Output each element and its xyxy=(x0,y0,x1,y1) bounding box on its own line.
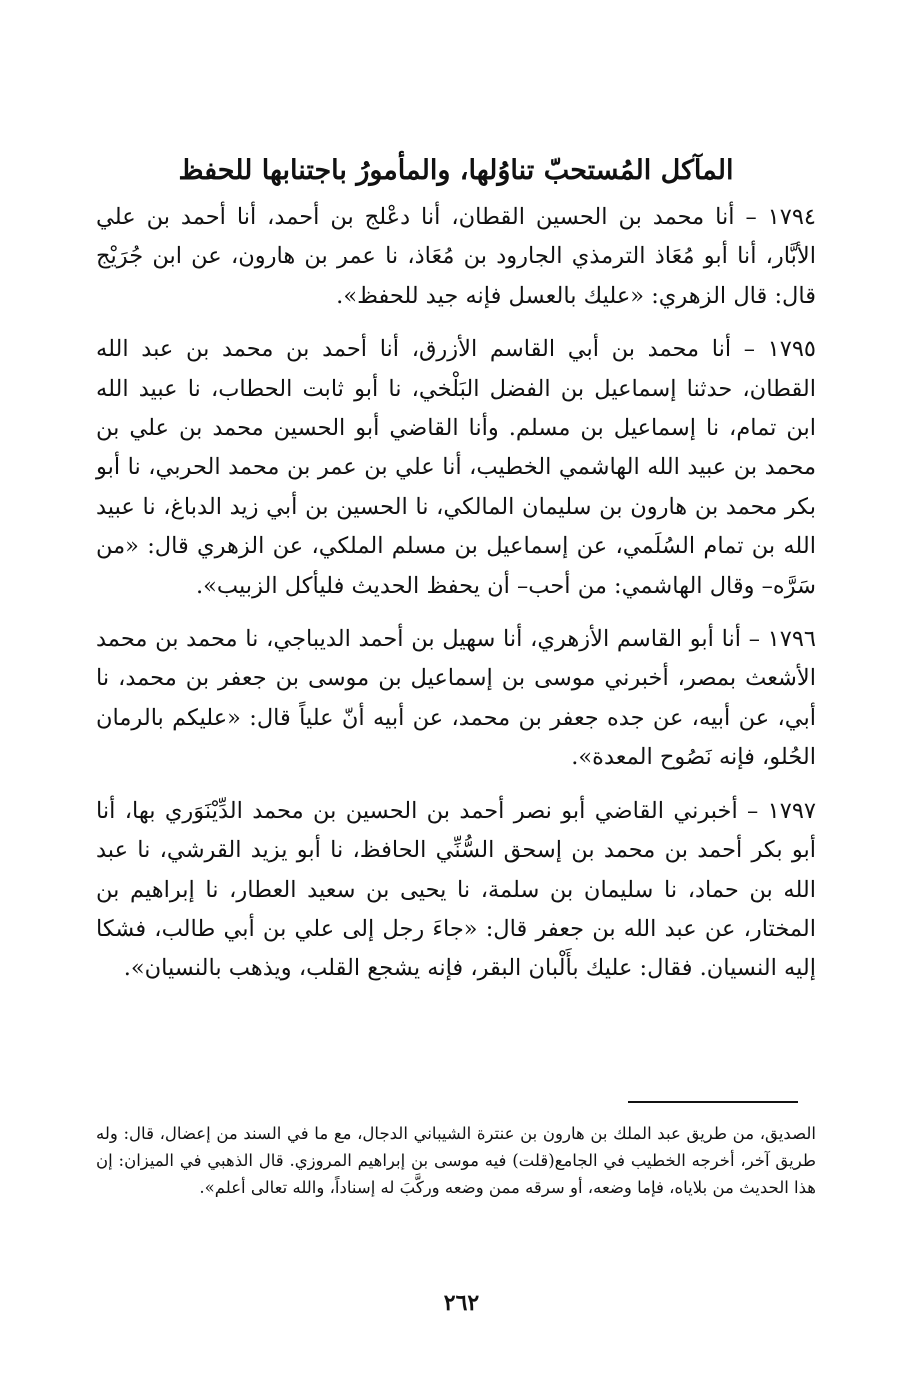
footnote: الصديق، من طريق عبد الملك بن هارون بن عنترة الشيباني الدجال، مع ما في السند من إعضال، قال: وله طريق آخر، أخرجه الخطيب في الجامع(قلت) فيه موسى بن إبراهيم المروزي. قال الذهبي في الميزان: إن هذا الحديث من بلاياه، فإما وضعه، أو سرقه ممن وضعه وركَّبَ له إسناداً، والله تعالى أعلم». xyxy=(96,1124,816,1197)
page-body xyxy=(96,150,816,1003)
hadith-paragraph-1797 xyxy=(96,792,816,989)
hadith-paragraph-1794 xyxy=(96,198,816,316)
hadith-number: ١٧٩٦ xyxy=(767,626,816,653)
hadith-number: ١٧٩٧ xyxy=(767,797,816,824)
hadith-text: – أنا محمد بن الحسين القطان، أنا دعْلج بن أحمد، أنا أحمد بن علي الأبَّار، أنا أبو مُعَاذ الترمذي الجارود بن مُعَاذ، نا عمر بن هارون، عن ابن جُرَيْج قال: قال الزهري: «عليك بالعسل فإنه جيد للحفظ». xyxy=(96,204,816,309)
hadith-number: ١٧٩٥ xyxy=(767,336,816,363)
footnote-separator xyxy=(628,1101,798,1103)
section-heading: المآكل المُستحبّ تناوُلها، والمأمورُ باجتنابها للحفظ xyxy=(178,155,734,186)
hadith-paragraph-1795 xyxy=(96,330,816,606)
hadith-paragraph-1796 xyxy=(96,620,816,778)
hadith-text: – أخبرني القاضي أبو نصر أحمد بن الحسين بن محمد الدِّيْنَوَري بها، أنا أبو بكر أحمد بن محمد بن إسحق السُّنِّي الحافظ، نا أبو يزيد القرشي، نا عبد الله بن حماد، نا سليمان بن سلمة، نا يحيى بن سعيد العطار، نا إبراهيم بن المختار، عن عبد الله بن جعفر قال: «جاءَ رجل إلى علي بن أبي طالب، فشكا إليه النسيان. فقال: عليك بأَلْبان البقر، فإنه يشجع القلب، ويذهب بالنسيان». xyxy=(96,797,816,982)
page-number: ٢٦٢ xyxy=(443,1290,480,1316)
hadith-text: – أنا أبو القاسم الأزهري، أنا سهيل بن أحمد الديباجي، نا محمد بن محمد الأشعث بمصر، أخبرني موسى بن إسماعيل بن موسى بن جعفر بن محمد، نا أبي، عن أبيه، عن جده جعفر بن محمد، عن أبيه أنّ علياً قال: «عليكم بالرمان الحُلو، فإنه نَصُوح المعدة». xyxy=(96,626,816,771)
hadith-number: ١٧٩٤ xyxy=(767,204,816,230)
hadith-text: – أنا محمد بن أبي القاسم الأزرق، أنا أحمد بن محمد بن عبد الله القطان، حدثنا إسماعيل بن الفضل البَلْخي، نا أبو ثابت الحطاب، نا عبيد الله ابن تمام، نا إسماعيل بن مسلم. وأنا القاضي أبو الحسين محمد بن علي بن محمد بن عبيد الله الهاشمي الخطيب، أنا علي بن عمر بن محمد الحربي، نا أبو بكر محمد بن هارون بن سليمان المالكي، نا الحسين بن أبي زيد الدباغ، نا عبيد الله بن تمام السُلَمي، عن إسماعيل بن مسلم الملكي، عن الزهري قال: «من سَرَّه– وقال الهاشمي: من أحب– أن يحفظ الحديث فليأكل الزبيب». xyxy=(96,336,816,599)
